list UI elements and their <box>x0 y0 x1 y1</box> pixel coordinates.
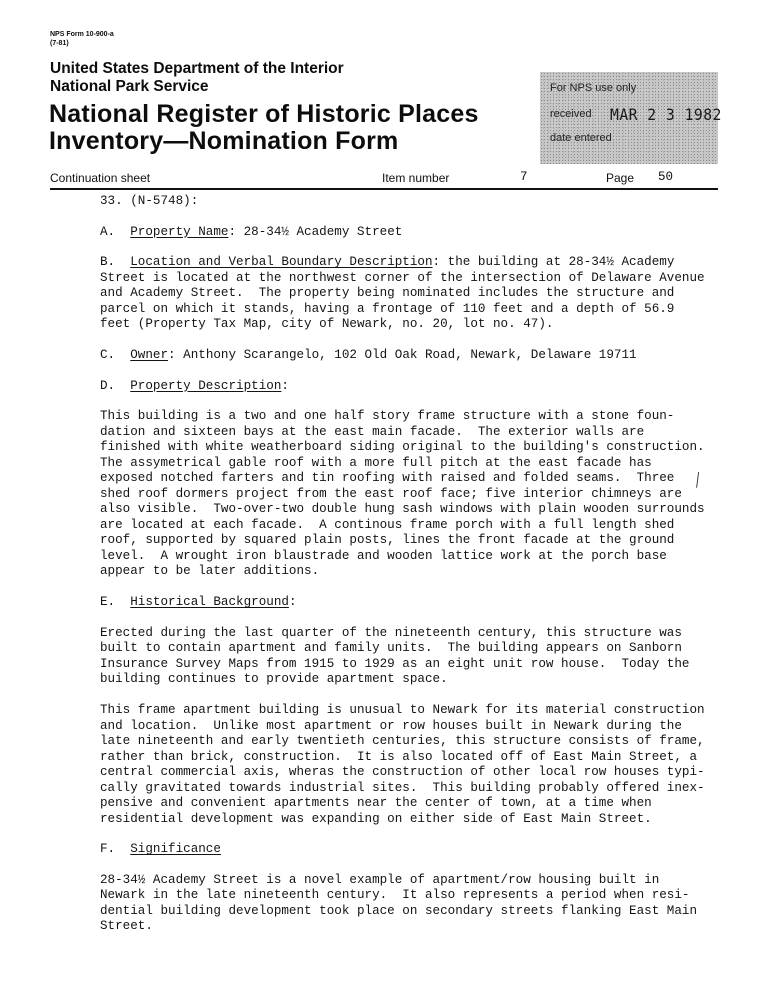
owner-line: C. Owner: Anthony Scarangelo, 102 Old Oak Road, Newark, Delaware 19711 <box>100 348 637 363</box>
significance-line: 28-34½ Academy Street is a novel example of apartment/row housing built in <box>100 872 660 887</box>
description-line: finished with white weatherboard siding original to the building's construction. <box>100 440 705 455</box>
historical-background-label: Historical Background <box>130 595 289 610</box>
history-line: This frame apartment building is unusual to Newark for its material construction <box>100 703 705 717</box>
location-line-1: B. Location and Verbal Boundary Description: the building at 28-34½ Academy <box>100 255 675 270</box>
history-line: Insurance Survey Maps from 1915 to 1929 as an eight unit row house. Today the <box>100 656 690 671</box>
item-number-label: Item number <box>382 171 450 185</box>
description-line: appear to be later additions. <box>100 564 320 579</box>
location-label: Location and Verbal Boundary Description <box>130 255 433 270</box>
history-line: central commercial axis, wheras the construction of other local row houses typi- <box>100 765 705 779</box>
form-number: NPS Form 10-900-a <box>50 31 114 38</box>
received-label: received <box>550 108 592 120</box>
history-line: cally gravitated towards industrial sites. This building probably offered inex- <box>100 780 705 795</box>
history-line: building continues to provide apartment space. <box>100 672 448 687</box>
description-line: dation and sixteen bays at the east main facade. The exterior walls are <box>100 424 645 439</box>
department-name: United States Department of the Interior <box>50 60 344 77</box>
agency-name: National Park Service <box>50 78 209 95</box>
property-name-label: Property Name <box>130 224 229 239</box>
nps-use-box <box>540 72 722 164</box>
historical-background-heading: E. Historical Background: <box>100 595 297 610</box>
description-line: also visible. Two-over-two double hung sash windows with plain wooden surrounds <box>100 502 705 517</box>
owner-label: Owner <box>130 348 169 363</box>
owner-value: : Anthony Scarangelo, 102 Old Oak Road, Newark, Delaware 19711 <box>168 348 637 363</box>
location-line: and Academy Street. The property being nominated includes the structure and <box>100 286 675 301</box>
form-code <box>50 30 114 48</box>
form-date: (7-81) <box>50 40 69 47</box>
significance-heading: F. Significance <box>100 842 221 857</box>
significance-line: dential building development took place on secondary streets flanking East Main <box>100 903 698 918</box>
description-line: This building is a two and one half story frame structure with a stone foun- <box>100 409 675 424</box>
form-title-line-1: National Register of Historic Places <box>49 100 479 128</box>
margin-check-mark: ╱ <box>691 472 704 488</box>
property-description-heading: D. Property Description: <box>100 378 289 393</box>
significance-line: Newark in the late nineteenth century. It also represents a period when resi- <box>100 888 690 903</box>
history-line: residential development was expanding on either side of East Main Street. <box>100 811 652 826</box>
description-line: are located at each facade. A continous frame porch with a full length shed <box>100 517 675 532</box>
page-label: Page <box>606 171 635 185</box>
description-line: The assymetrical gable roof with a more full pitch at the east facade has <box>100 455 652 470</box>
entry-number: 33. (N-5748): <box>100 194 199 208</box>
property-description-label: Property Description <box>130 378 282 393</box>
history-line: Erected during the last quarter of the nineteenth century, this structure was <box>100 625 682 640</box>
page-number-value: 50 <box>658 170 674 184</box>
significance-label: Significance <box>130 842 221 857</box>
item-number-value: 7 <box>520 170 528 184</box>
property-name-value: : 28-34½ Academy Street <box>228 224 403 239</box>
description-line: exposed notched farters and tin roofing with raised and folded seams. Three <box>100 471 675 486</box>
continuation-bar <box>50 170 718 190</box>
date-entered-label: date entered <box>550 132 612 144</box>
history-line: late nineteenth and early twentieth centuries, this structure consists of frame, <box>100 734 705 748</box>
received-date-stamp: MAR 2 3 1982 <box>610 105 722 124</box>
property-name-line: A. Property Name: 28-34½ Academy Street <box>100 224 403 239</box>
description-line: roof, supported by squared plain posts, lines the front facade at the ground <box>100 533 675 548</box>
history-line: built to contain apartment and family units. The building appears on Sanborn <box>100 641 682 656</box>
nps-use-only-label: For NPS use only <box>550 82 637 94</box>
location-line: Street is located at the northwest corner of the intersection of Delaware Avenue <box>100 270 705 285</box>
significance-line: Street. <box>100 919 153 934</box>
location-line: parcel on which it stands, having a frontage of 110 feet and a depth of 56.9 <box>100 301 675 316</box>
history-line: rather than brick, construction. It is also located off of East Main Street, a <box>100 749 698 764</box>
nomination-entry <box>100 194 720 935</box>
location-line: feet (Property Tax Map, city of Newark, no. 20, lot no. 47). <box>100 317 554 332</box>
form-title-line-2: Inventory—Nomination Form <box>49 127 399 155</box>
continuation-sheet-label: Continuation sheet <box>50 171 151 185</box>
history-line: and location. Unlike most apartment or row houses built in Newark during the <box>100 718 682 733</box>
description-line: level. A wrought iron blaustrade and wooden lattice work at the porch base <box>100 548 667 563</box>
description-line: shed roof dormers project from the east roof face; five interior chimneys are <box>100 486 682 501</box>
history-line: pensive and convenient apartments near the center of town, at a time when <box>100 796 652 810</box>
